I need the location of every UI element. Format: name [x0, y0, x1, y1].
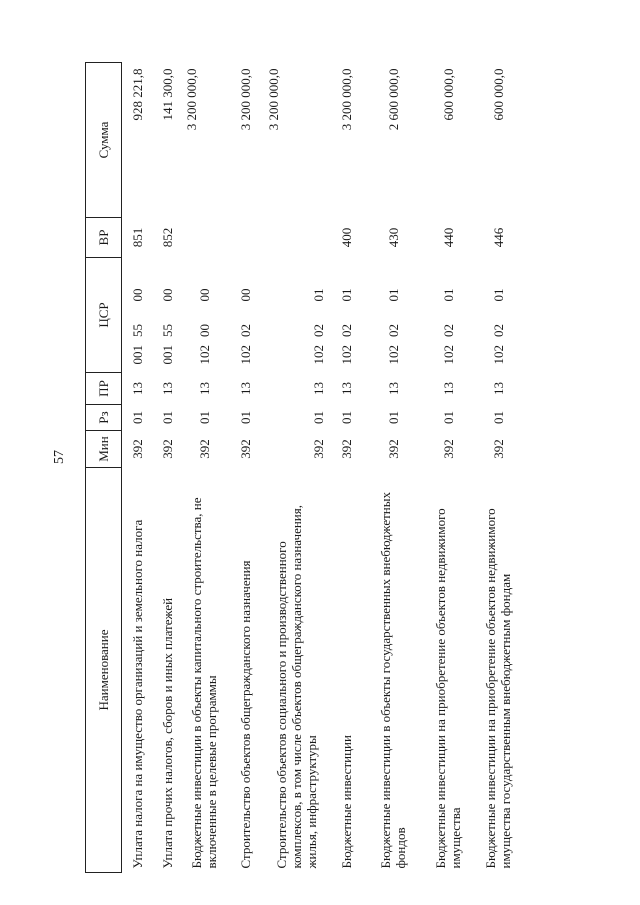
row-pr: 13 [159, 382, 175, 395]
csr-part: 102 [385, 345, 401, 365]
row-csr [264, 258, 328, 373]
csr-part: 02 [338, 324, 354, 337]
row-sum: 928 221,8 [129, 68, 145, 121]
header-min: Мин [86, 431, 122, 468]
row-vr [226, 218, 264, 258]
row-name: Бюджетные инвестиции в объекты капитального строительства, не включенные в целевые программы [189, 497, 219, 869]
row-vr: 851 [129, 227, 145, 248]
csr-part: 55 [129, 324, 145, 337]
row-min: 392 [237, 439, 253, 459]
row-pr: 13 [237, 382, 253, 395]
row-name: Строительство объектов общегражданского назначения [237, 560, 253, 869]
csr-part: 102 [490, 345, 506, 365]
csr-part: 102 [311, 345, 326, 365]
row-name: Уплата прочих налогов, сборов и иных платежей [159, 597, 175, 869]
row-pr: 13 [385, 382, 401, 395]
row-sum: 600 000,0 [490, 68, 506, 121]
csr-part: 01 [338, 288, 354, 302]
row-min: 392 [129, 439, 145, 459]
row-pr: 13 [129, 382, 145, 395]
row-vr: 446 [490, 227, 506, 248]
row-min: 392 [490, 439, 506, 459]
row-sum: 600 000,0 [440, 68, 456, 121]
row-vr [182, 218, 226, 258]
header-name: Наименование [86, 468, 122, 873]
budget-table [85, 62, 522, 873]
row-min: 392 [311, 439, 326, 459]
row-pr: 13 [311, 382, 326, 395]
row-min: 392 [440, 439, 456, 459]
table-row [422, 63, 474, 873]
header-row [86, 63, 122, 873]
row-rz: 01 [237, 411, 253, 424]
table-row [182, 63, 226, 873]
csr-part: 001 [129, 345, 145, 365]
row-min: 392 [196, 439, 212, 459]
row-vr: 400 [338, 227, 354, 248]
row-sum: 3 200 000,0 [338, 68, 354, 131]
csr-part: 102 [338, 345, 354, 365]
csr-part: 001 [159, 345, 175, 365]
row-pr: 13 [490, 382, 506, 395]
row-vr: 430 [385, 227, 401, 248]
csr-part: 02 [440, 324, 456, 337]
row-vr: 440 [440, 227, 456, 248]
row-pr: 13 [440, 382, 456, 395]
row-csr [422, 258, 474, 373]
csr-part: 01 [490, 288, 506, 302]
csr-part: 01 [311, 288, 326, 302]
row-rz: 01 [440, 411, 456, 424]
row-vr: 852 [159, 227, 175, 248]
csr-part: 00 [196, 288, 212, 302]
csr-part: 102 [440, 345, 456, 365]
row-rz: 01 [385, 411, 401, 424]
row-csr [328, 258, 364, 373]
row-sum: 3 200 000,0 [184, 68, 199, 131]
row-pr: 13 [196, 382, 212, 395]
row-rz: 01 [129, 411, 145, 424]
csr-part: 00 [237, 288, 253, 302]
row-min: 392 [159, 439, 175, 459]
rotated-table-area [85, 63, 560, 873]
row-min: 392 [385, 439, 401, 459]
budget-table-sheet [85, 63, 560, 873]
csr-part: 02 [385, 324, 401, 337]
row-rz: 01 [311, 411, 326, 424]
row-name: Бюджетные инвестиции на приобретение объектов недвижимого имущества [433, 508, 463, 869]
page-number: 57 [52, 450, 67, 464]
row-sum: 3 200 000,0 [237, 68, 253, 131]
row-csr [152, 258, 182, 373]
header-rz: Рз [86, 405, 122, 431]
csr-part: 00 [196, 324, 212, 337]
row-name: Строительство объектов социального и производственного комплексов, в том числе объектов общегражданского назначения, жилья, инфраструктуры [273, 505, 319, 869]
csr-part: 102 [237, 345, 253, 365]
row-name: Бюджетные инвестиции [338, 735, 354, 869]
row-csr [122, 258, 153, 373]
row-csr [364, 258, 422, 373]
row-sum: 2 600 000,0 [385, 68, 401, 131]
row-min: 392 [338, 439, 354, 459]
header-csr: ЦСР [86, 258, 122, 373]
csr-part: 00 [129, 288, 145, 302]
row-name: Бюджетные инвестиции на приобретение объектов недвижимого имущества государственным внебюджетным фондам [483, 508, 513, 869]
row-rz: 01 [159, 411, 175, 424]
csr-part: 01 [440, 288, 456, 302]
row-rz: 01 [490, 411, 506, 424]
csr-part: 102 [196, 345, 212, 365]
row-pr: 13 [338, 382, 354, 395]
table-row [152, 63, 182, 873]
row-sum: 3 200 000,0 [266, 68, 281, 131]
header-pr: ПР [86, 373, 122, 405]
table-row [264, 63, 328, 873]
table-row [474, 63, 522, 873]
csr-part: 02 [237, 324, 253, 337]
row-vr [264, 218, 328, 258]
table-row [328, 63, 364, 873]
row-csr [182, 258, 226, 373]
csr-part: 01 [385, 288, 401, 302]
row-sum: 141 300,0 [159, 68, 175, 121]
csr-part: 02 [490, 324, 506, 337]
row-rz: 01 [338, 411, 354, 424]
row-name: Бюджетные инвестиции в объекты государственных внебюджетных фондов [378, 492, 408, 869]
csr-part: 55 [159, 324, 175, 337]
row-csr [226, 258, 264, 373]
table-row [364, 63, 422, 873]
header-vr: ВР [86, 218, 122, 258]
csr-part: 02 [311, 324, 326, 337]
row-name: Уплата налога на имущество организаций и земельного налога [129, 519, 145, 869]
row-csr [474, 258, 522, 373]
csr-part: 00 [159, 288, 175, 302]
table-row [226, 63, 264, 873]
table-row [122, 63, 153, 873]
header-sum: Сумма [86, 63, 122, 218]
row-rz: 01 [196, 411, 212, 424]
